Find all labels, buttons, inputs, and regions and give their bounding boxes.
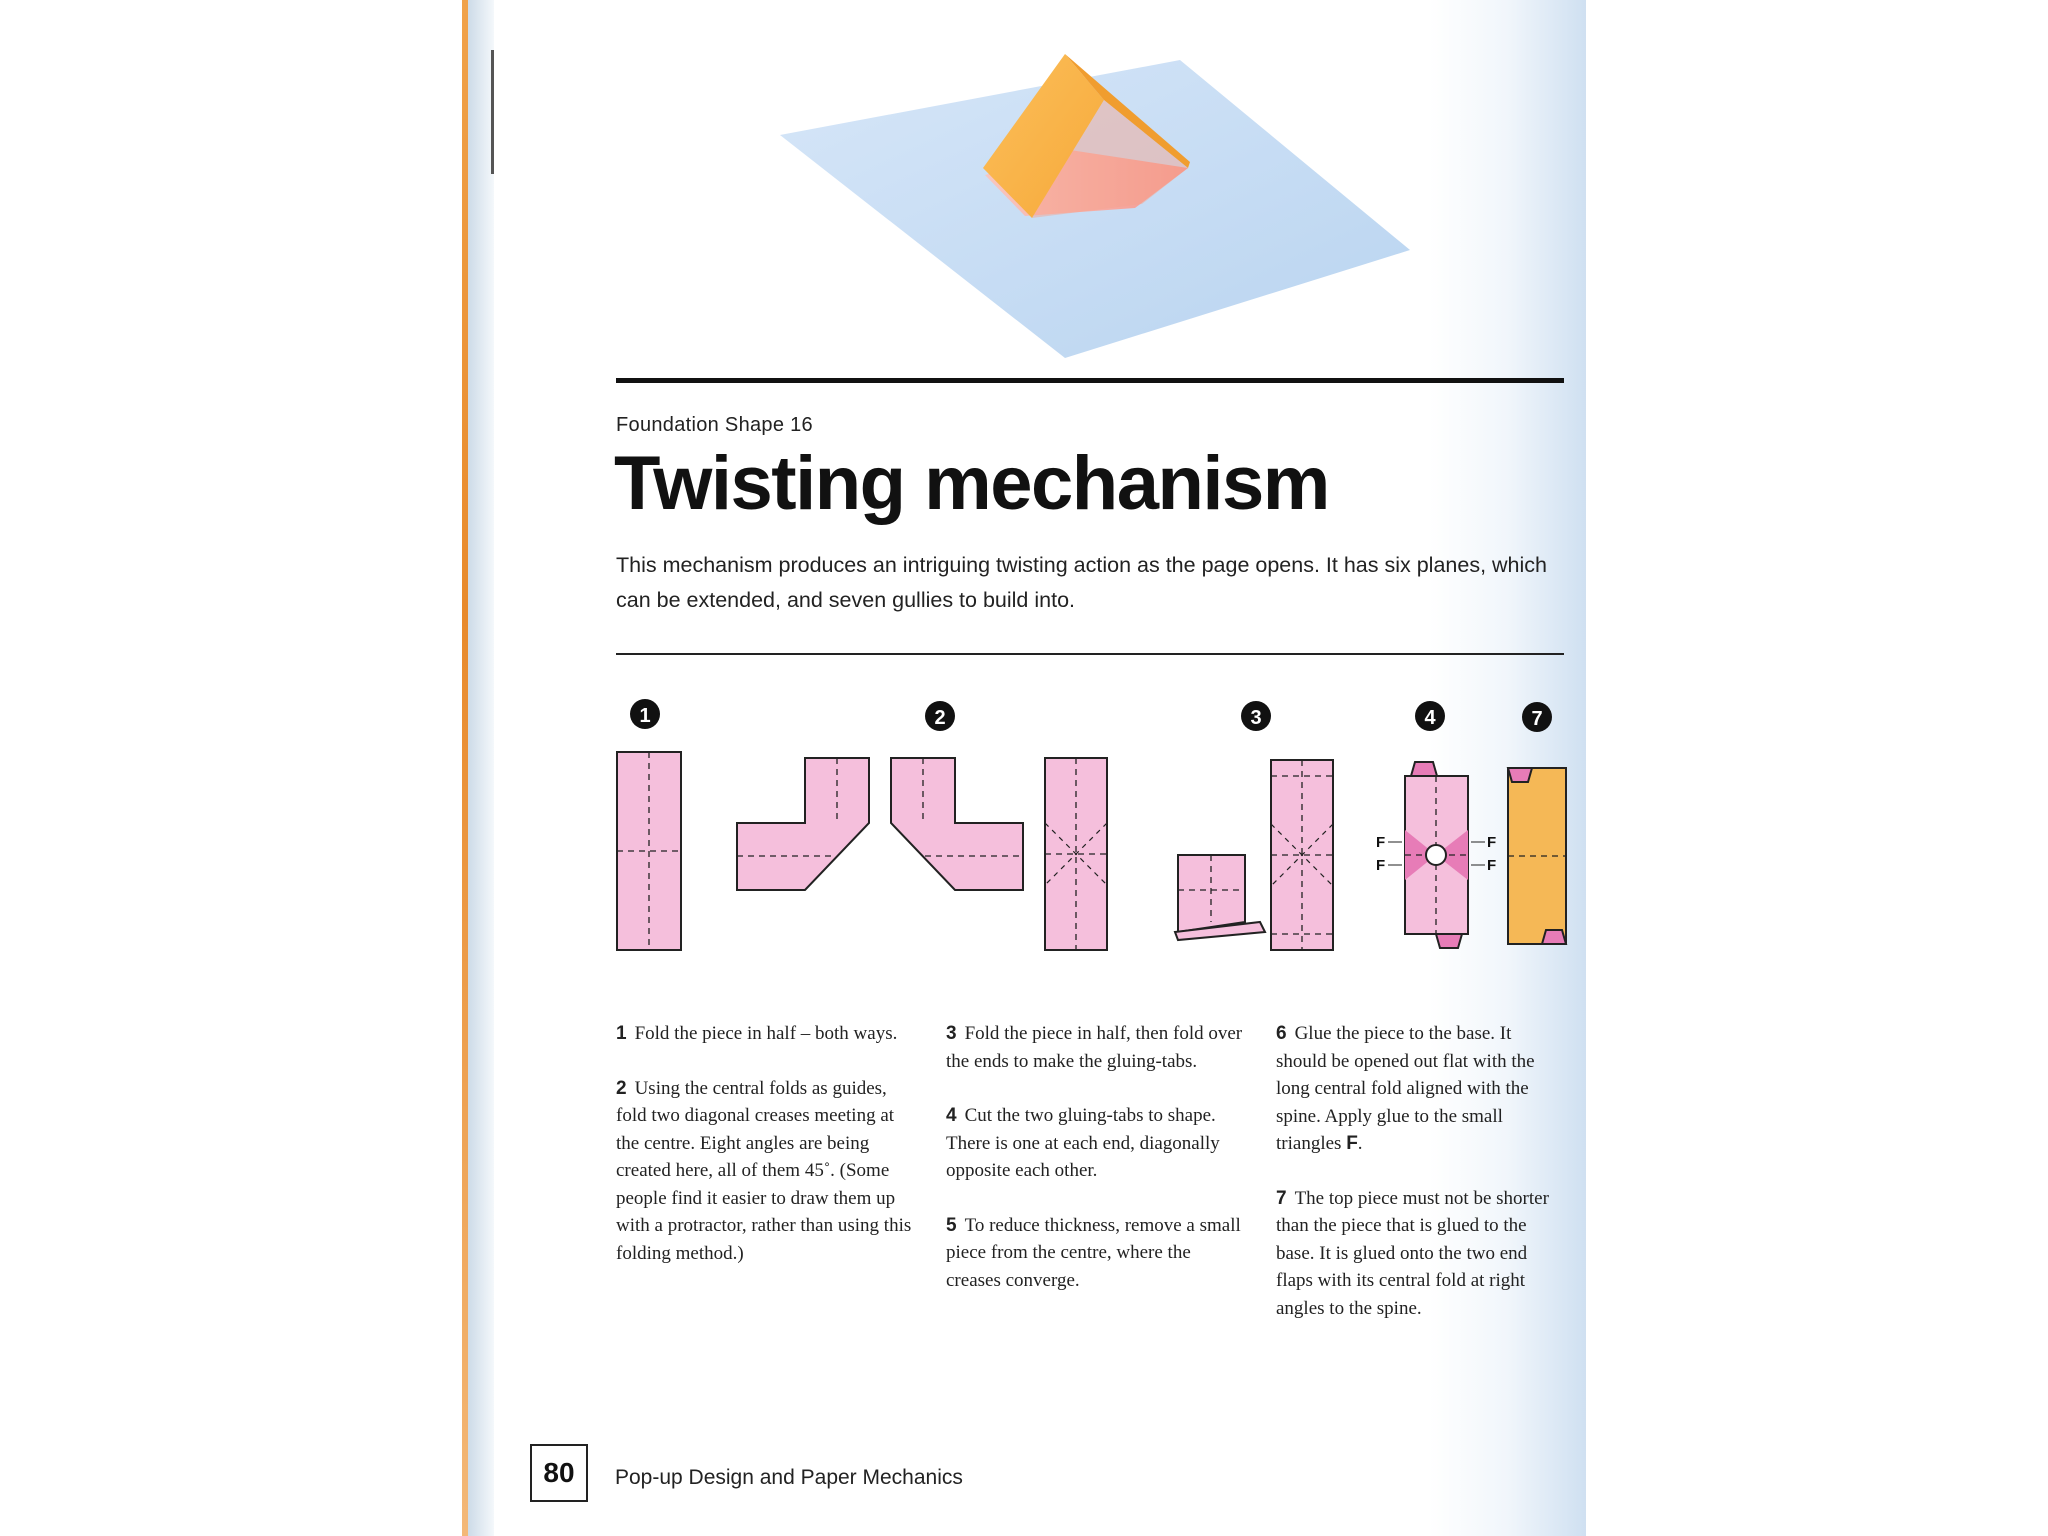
page-title: Twisting mechanism — [614, 441, 1329, 526]
instructions-column-1 — [616, 1020, 916, 1294]
piece-2a — [737, 758, 869, 890]
book-title: Pop-up Design and Paper Mechanics — [615, 1466, 963, 1489]
step-7: 7 The top piece must not be shorter than the piece that is glued to the base. It is glued onto the two end flaps with its central fold at right angles to the spine. — [1276, 1187, 1549, 1319]
step-number-2: 2 — [934, 707, 946, 729]
step-number-7: 7 — [1531, 708, 1543, 730]
glue-label-f: F — [1487, 834, 1497, 851]
step-3: 3 Fold the piece in half, then fold over the ends to make the gluing-tabs. — [946, 1023, 1243, 1072]
step-number-3: 3 — [1250, 707, 1262, 729]
glue-label-f: F — [1376, 857, 1386, 874]
step-6: 6 Glue the piece to the base. It should be opened out flat with the long central fold aligned with the spine. Apply glue to the small triangles F. — [1276, 1023, 1535, 1154]
step-number-1: 1 — [639, 705, 651, 727]
page-gutter — [468, 0, 494, 1536]
step-2: 2 Using the central folds as guides, fold two diagonal creases meeting at the centre. Eight angles are being created here, all of them 45˚. (Some people find it easier to draw them up with a protractor, rather than using this folding method.) — [616, 1077, 912, 1264]
gutter-mark — [491, 50, 494, 174]
top-rule — [616, 378, 1564, 383]
glue-label-f: F — [1376, 834, 1386, 851]
glue-label-f: F — [1487, 857, 1497, 874]
page-number: 80 — [530, 1444, 588, 1502]
section-kicker: Foundation Shape 16 — [616, 414, 813, 436]
step-4: 4 Cut the two gluing-tabs to shape. There is one at each end, diagonally opposite each other. — [946, 1105, 1220, 1181]
instructions-column-3 — [1276, 1020, 1566, 1349]
step-5: 5 To reduce thickness, remove a small piece from the centre, where the creases converge. — [946, 1214, 1241, 1291]
step-number-4: 4 — [1424, 707, 1436, 729]
piece-2b — [891, 758, 1023, 890]
step-diagrams — [600, 690, 1580, 970]
instructions-column-2 — [946, 1020, 1246, 1321]
section-rule — [616, 653, 1564, 655]
popup-photo — [770, 40, 1430, 370]
intro-paragraph: This mechanism produces an intriguing twisting action as the page opens. It has six planes, which can be extended, and seven gullies to build into. — [616, 553, 1547, 612]
center-cutout — [1426, 845, 1446, 865]
step-1: 1 Fold the piece in half – both ways. — [616, 1023, 898, 1044]
